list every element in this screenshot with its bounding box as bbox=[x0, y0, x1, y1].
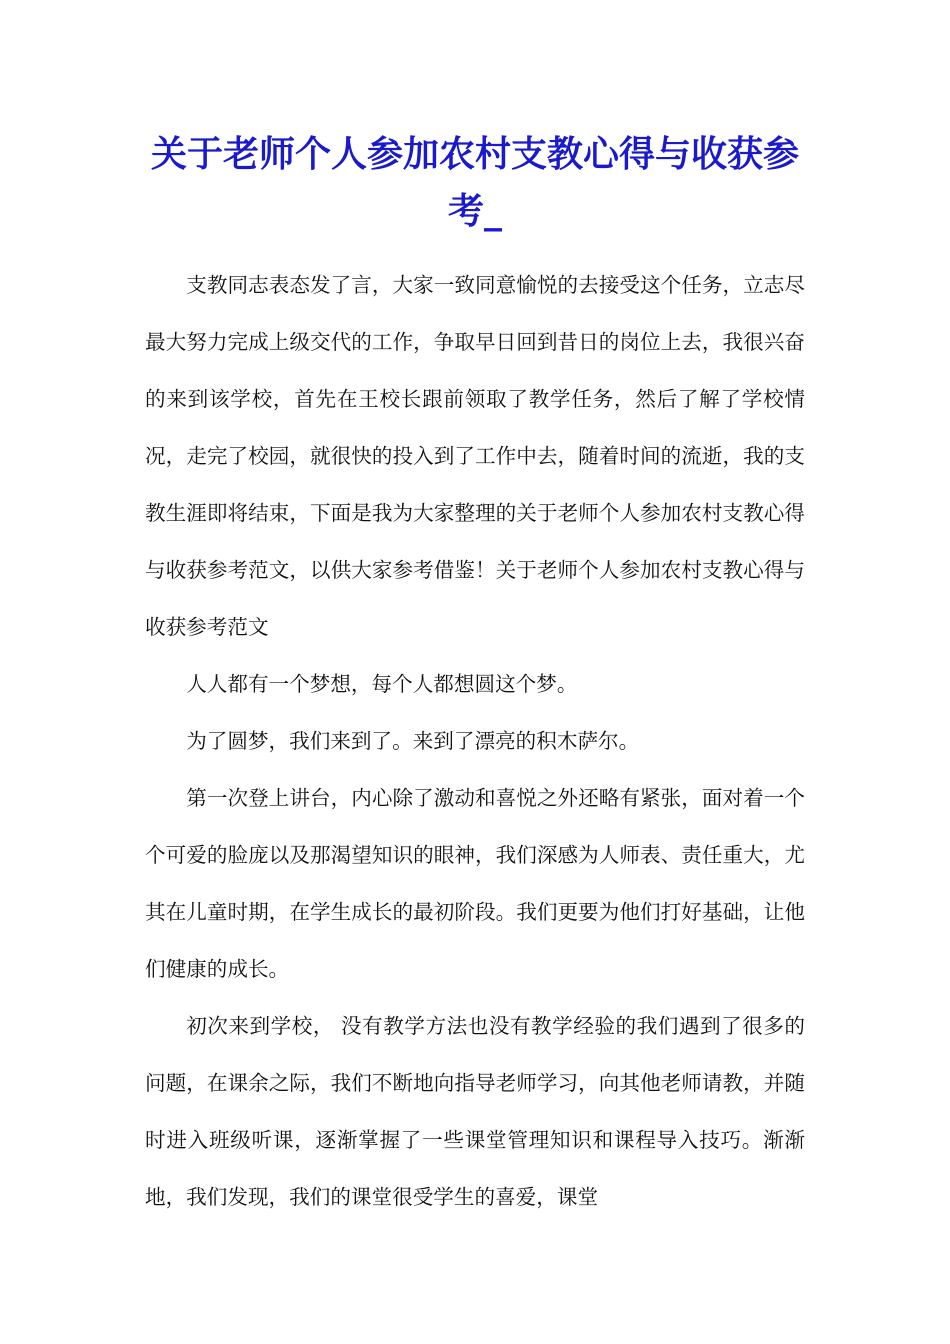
document-title: 关于老师个人参加农村支教心得与收获参考_ bbox=[150, 133, 799, 232]
paragraph: 支教同志表态发了言，大家一致同意愉悦的去接受这个任务，立志尽最大努力完成上级交代的工作，争取早日回到昔日的岗位上去，我很兴奋的来到该学校，首先在王校长跟前领取了教学任务，然后了解了学校情况，走完了校园，就很快的投入到了工作中去，随着时间的流逝，我的支教生涯即将结束，下面是我为大家整理的关于老师个人参加农村支教心得与收获参考范文，以供大家参考借鉴！关于老师个人参加农村支教心得与收获参考范文 bbox=[145, 273, 805, 639]
document-body bbox=[145, 257, 805, 1226]
paragraph: 第一次登上讲台，内心除了激动和喜悦之外还略有紧张，面对着一个个可爱的脸庞以及那渴望知识的眼神，我们深感为人师表、责任重大，尤其在儿童时期，在学生成长的最初阶段。我们更要为他们打好基础，让他们健康的成长。 bbox=[145, 786, 805, 981]
paragraph: 初次来到学校， 没有教学方法也没有教学经验的我们遇到了很多的问题，在课余之际，我们不断地向指导老师学习，向其他老师请教，并随时进入班级听课，逐渐掌握了一些课堂管理知识和课程导入技巧。渐渐地，我们发现，我们的课堂很受学生的喜爱，课堂 bbox=[145, 1014, 805, 1209]
paragraph: 为了圆梦，我们来到了。来到了漂亮的积木萨尔。 bbox=[186, 729, 640, 753]
paragraph: 人人都有一个梦想，每个人都想圆这个梦。 bbox=[186, 672, 578, 696]
